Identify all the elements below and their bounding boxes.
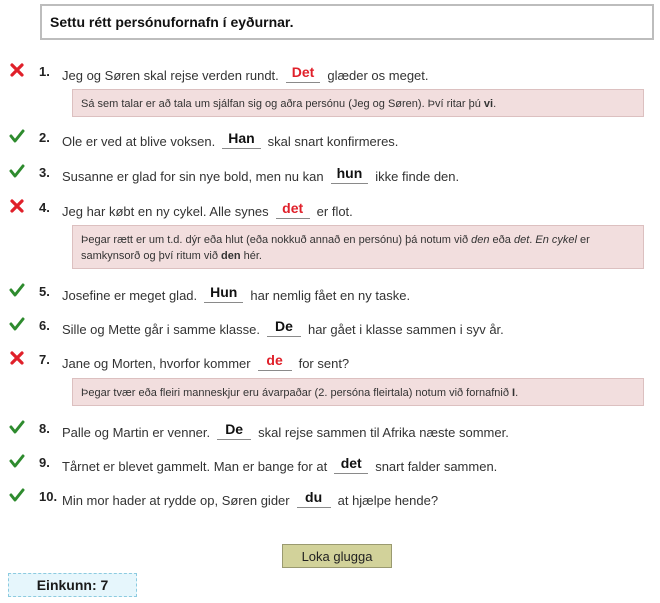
sentence-before: Sille og Mette går i samme klasse. — [62, 322, 260, 337]
sentence-before: Tårnet er blevet gammelt. Man er bange for at — [62, 459, 328, 474]
question-row-10 — [0, 487, 660, 509]
sentence-before: Ole er ved at blive voksen. — [62, 134, 216, 149]
explanation-box-1: Sá sem talar er að tala um sjálfan sig og aðra persónu (Jeg og Søren). Því ritar þú vi. — [72, 89, 644, 117]
question-row-7 — [0, 350, 660, 372]
cross-icon — [9, 62, 25, 78]
answer-field-10[interactable]: du — [297, 489, 331, 508]
sentence-after: snart falder sammen. — [375, 459, 498, 474]
sentence-after: glæder os meget. — [327, 68, 429, 83]
cross-icon — [9, 350, 25, 366]
check-icon — [9, 128, 25, 144]
question-row-9 — [0, 453, 660, 475]
sentence-before: Jane og Morten, hvorfor kommer — [62, 356, 251, 371]
sentence-before: Palle og Martin er venner. — [62, 425, 211, 440]
question-row-6 — [0, 316, 660, 338]
answer-field-9[interactable]: det — [334, 455, 368, 474]
sentence-after: har nemlig fået en ny taske. — [250, 288, 411, 303]
question-row-8 — [0, 419, 660, 441]
answer-field-5[interactable]: Hun — [204, 284, 243, 303]
question-row-2 — [0, 128, 660, 150]
sentence-after: skal snart konfirmeres. — [267, 134, 399, 149]
sentence-before: Min mor hader at rydde op, Søren gider — [62, 493, 290, 508]
sentence-before: Jeg og Søren skal rejse verden rundt. — [62, 68, 279, 83]
close-window-button[interactable]: Loka glugga — [282, 544, 392, 568]
question-row-4 — [0, 198, 660, 220]
sentence-after: at hjælpe hende? — [337, 493, 439, 508]
sentence-after: har gået i klasse sammen i syv år. — [307, 322, 504, 337]
answer-field-2[interactable]: Han — [222, 130, 260, 149]
question-number: 2. — [39, 130, 50, 145]
sentence-before: Susanne er glad for sin nye bold, men nu kan — [62, 169, 324, 184]
sentence-after: er flot. — [316, 204, 353, 219]
answer-field-6[interactable]: De — [267, 318, 301, 337]
question-number: 6. — [39, 318, 50, 333]
check-icon — [9, 453, 25, 469]
question-number: 9. — [39, 455, 50, 470]
explanation-box-4: Þegar rætt er um t.d. dýr eða hlut (eða nokkuð annað en persónu) þá notum við den eða det. En cykel er samkynsorð og því ritum við den hér. — [72, 225, 644, 269]
answer-field-7[interactable]: de — [258, 352, 292, 371]
sentence-before: Jeg har købt en ny cykel. Alle synes — [62, 204, 269, 219]
sentence-after: ikke finde den. — [375, 169, 460, 184]
answer-field-1[interactable]: Det — [286, 64, 321, 83]
check-icon — [9, 316, 25, 332]
sentence-before: Josefine er meget glad. — [62, 288, 198, 303]
check-icon — [9, 282, 25, 298]
question-number: 4. — [39, 200, 50, 215]
answer-field-8[interactable]: De — [217, 421, 251, 440]
question-number: 5. — [39, 284, 50, 299]
answer-field-3[interactable]: hun — [331, 165, 369, 184]
check-icon — [9, 163, 25, 179]
exercise-title: Settu rétt persónufornafn í eyðurnar. — [40, 4, 654, 40]
question-row-5 — [0, 282, 660, 304]
sentence-after: skal rejse sammen til Afrika næste sommer. — [258, 425, 509, 440]
sentence-after: for sent? — [298, 356, 350, 371]
question-number: 8. — [39, 421, 50, 436]
question-number: 3. — [39, 165, 50, 180]
answer-field-4[interactable]: det — [276, 200, 310, 219]
question-number: 10. — [39, 489, 58, 504]
check-icon — [9, 419, 25, 435]
question-row-3 — [0, 163, 660, 185]
question-number: 7. — [39, 352, 50, 367]
explanation-box-7: Þegar tvær eða fleiri manneskjur eru ávarpaðar (2. persóna fleirtala) notum við fornafnið I. — [72, 378, 644, 406]
question-row-1 — [0, 62, 660, 84]
check-icon — [9, 487, 25, 503]
cross-icon — [9, 198, 25, 214]
score-badge: Einkunn: 7 — [8, 573, 137, 597]
question-number: 1. — [39, 64, 50, 79]
